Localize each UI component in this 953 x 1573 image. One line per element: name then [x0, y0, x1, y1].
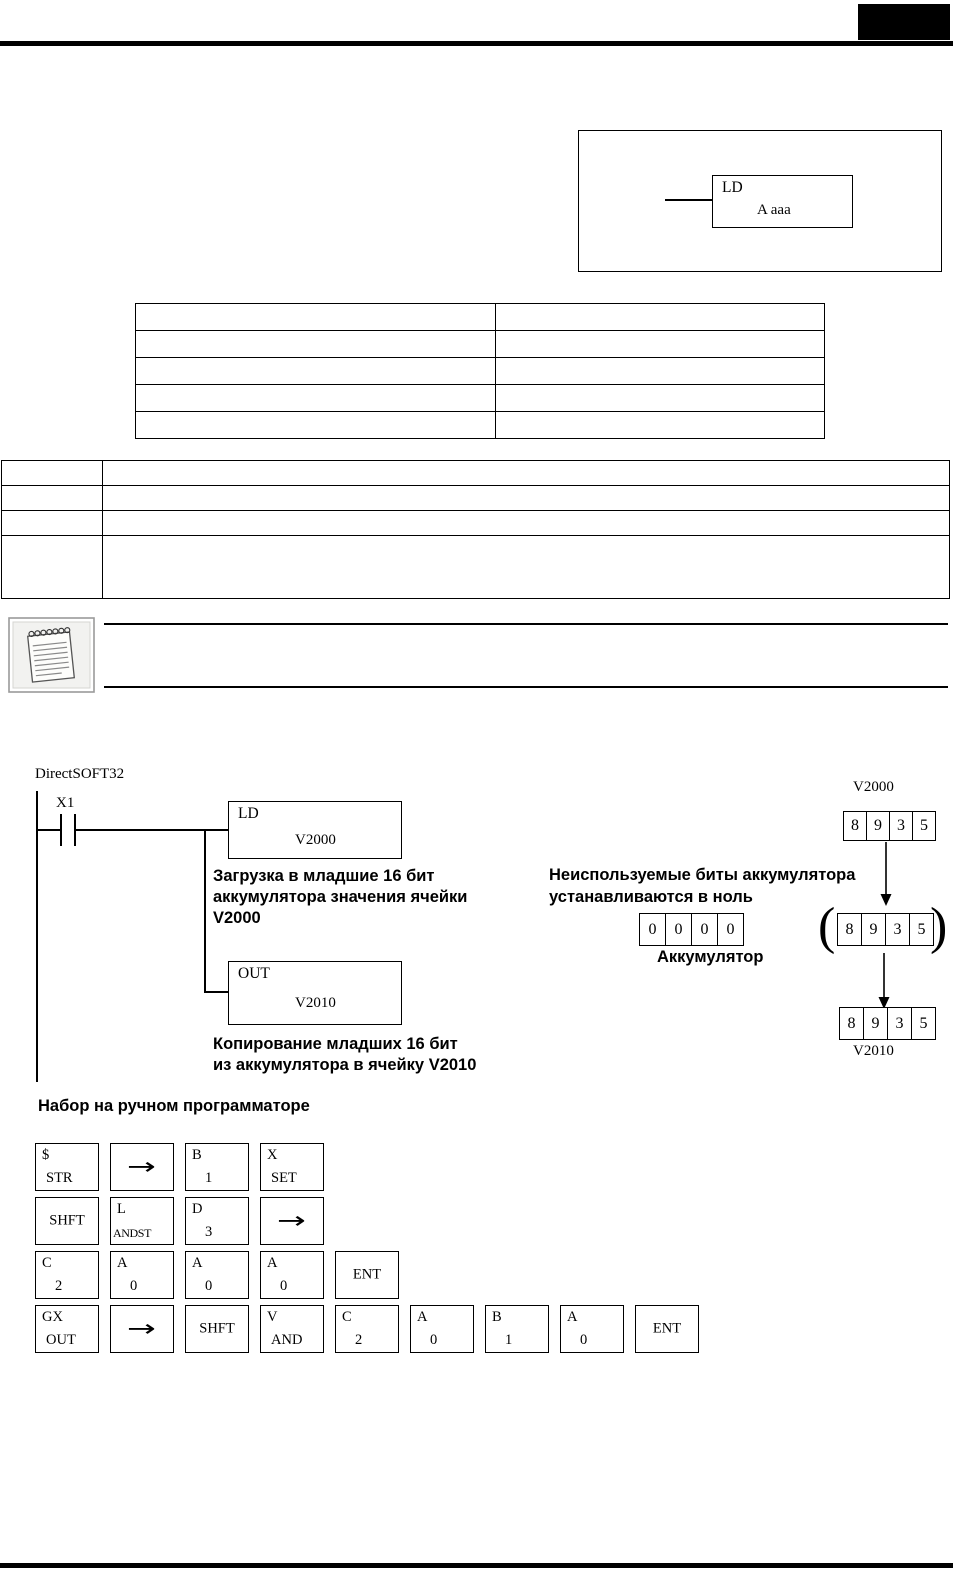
- v2010-label: V2010: [853, 1043, 894, 1059]
- digit-cell: 8: [837, 913, 862, 946]
- digit-cell: 3: [888, 1007, 912, 1040]
- key-bottom-label: OUT: [46, 1332, 76, 1348]
- branch-line-vertical: [204, 829, 206, 993]
- acc-lower-digit-row: [837, 913, 934, 946]
- digit-cell: 8: [843, 811, 867, 841]
- digit-cell: 0: [718, 913, 744, 946]
- key-b-1: [485, 1305, 549, 1353]
- paren-close: ): [930, 898, 948, 955]
- table-cell: [496, 385, 825, 412]
- table-row: [2, 511, 950, 536]
- ld-caption: [213, 866, 467, 929]
- digit-cell: 0: [666, 913, 692, 946]
- operand-table: [1, 460, 950, 599]
- table-cell: [103, 486, 950, 511]
- key-bottom-label: 0: [130, 1278, 138, 1294]
- caption-line: Копирование младших 16 бит: [213, 1035, 458, 1053]
- key-bottom-label: 1: [505, 1332, 513, 1348]
- table-cell: [2, 536, 103, 599]
- digit-cell: 3: [886, 913, 910, 946]
- table-cell: [136, 304, 496, 331]
- key-bottom-label: AND: [271, 1332, 303, 1348]
- key-a-0: [110, 1251, 174, 1299]
- key-bottom-label: STR: [46, 1170, 73, 1186]
- table-cell: [496, 304, 825, 331]
- caption-line: аккумулятора значения ячейки: [213, 888, 468, 906]
- key-top-label: A: [117, 1255, 128, 1271]
- digit-cell: 5: [912, 1007, 936, 1040]
- table-cell: [103, 536, 950, 599]
- digit-cell: 9: [864, 1007, 888, 1040]
- accumulator-label: Аккумулятор: [657, 948, 764, 966]
- key-gx-out: [35, 1305, 99, 1353]
- key-arrow-right: [260, 1197, 324, 1245]
- spec-table: [135, 303, 825, 439]
- out-opcode: OUT: [238, 965, 270, 982]
- key-top-label: V: [267, 1309, 278, 1325]
- key-c-2: [335, 1305, 399, 1353]
- keypad-row: [35, 1305, 699, 1353]
- keypad-title: Набор на ручном программаторе: [38, 1097, 310, 1115]
- key-bottom-label: 3: [205, 1224, 213, 1240]
- table-cell: [496, 331, 825, 358]
- digit-cell: 0: [692, 913, 718, 946]
- caption-line: устанавливаются в ноль: [549, 888, 753, 906]
- instruction-lead-line: [665, 199, 713, 201]
- rung-segment-left: [38, 829, 60, 831]
- key-a-0: [260, 1251, 324, 1299]
- note-icon: [8, 617, 95, 693]
- key-arrow-right: [110, 1143, 174, 1191]
- out-box: [228, 961, 402, 1025]
- key-v-and: [260, 1305, 324, 1353]
- key-bottom-label: 0: [205, 1278, 213, 1294]
- table-cell: [2, 511, 103, 536]
- out-caption: [213, 1034, 476, 1076]
- table-cell: [136, 412, 496, 439]
- key-top-label: C: [42, 1255, 52, 1271]
- key-label: ENT: [352, 1266, 382, 1283]
- caption-line: V2000: [213, 909, 261, 927]
- table-row: [136, 358, 825, 385]
- digit-cell: 3: [890, 811, 913, 841]
- arrow-down-icon: [877, 842, 895, 906]
- table-cell: [136, 385, 496, 412]
- digit-cell: 5: [913, 811, 936, 841]
- key-top-label: A: [567, 1309, 578, 1325]
- branch-line-horizontal: [204, 991, 228, 993]
- key-x-set: [260, 1143, 324, 1191]
- key-bottom-label: 0: [280, 1278, 288, 1294]
- caption-line: из аккумулятора в ячейку V2010: [213, 1056, 477, 1074]
- table-cell: [136, 331, 496, 358]
- table-cell: [103, 511, 950, 536]
- digit-cell: 5: [910, 913, 934, 946]
- key-bottom-label: 0: [580, 1332, 588, 1348]
- contact-label: X1: [56, 795, 75, 811]
- arrow-right-icon: →: [127, 1154, 157, 1180]
- key-a-0: [560, 1305, 624, 1353]
- ld-opcode: LD: [238, 805, 259, 822]
- table-row: [2, 461, 950, 486]
- table-cell: [2, 461, 103, 486]
- table-cell: [2, 486, 103, 511]
- keypad-row: [35, 1197, 699, 1245]
- ld-operand: V2000: [295, 832, 336, 848]
- acc-upper-digit-row: [639, 913, 744, 946]
- caption-line: Загрузка в младшие 16 бит: [213, 867, 435, 885]
- key-label: SHFT: [199, 1320, 235, 1337]
- ld-box: [228, 801, 402, 859]
- table-cell: [496, 412, 825, 439]
- keypad-row: [35, 1143, 699, 1191]
- page-corner-tab: [858, 4, 950, 40]
- key-top-label: $: [42, 1147, 50, 1163]
- key-top-label: D: [192, 1201, 203, 1217]
- top-rule: [0, 41, 953, 46]
- paren-open: (: [818, 898, 836, 955]
- arrow-right-icon: →: [277, 1208, 307, 1234]
- arrow-right-icon: →: [127, 1316, 157, 1342]
- digit-cell: 9: [862, 913, 886, 946]
- digit-cell: 9: [867, 811, 890, 841]
- key-a-0: [410, 1305, 474, 1353]
- key-c-2: [35, 1251, 99, 1299]
- key-d-3: [185, 1197, 249, 1245]
- ladder-rail: [36, 791, 38, 1082]
- key-top-label: B: [492, 1309, 502, 1325]
- instruction-opcode: LD: [722, 179, 743, 196]
- unused-bits-note: [549, 864, 855, 908]
- table-row: [136, 412, 825, 439]
- key--str: [35, 1143, 99, 1191]
- v2000-digit-row: [843, 811, 936, 841]
- key-bottom-label: 1: [205, 1170, 213, 1186]
- note-bottom-rule: [104, 686, 948, 688]
- key-bottom-label: 0: [430, 1332, 438, 1348]
- table-row: [2, 536, 950, 599]
- key-top-label: C: [342, 1309, 352, 1325]
- key-label: ENT: [652, 1320, 682, 1337]
- v2000-label: V2000: [853, 779, 894, 795]
- key-bottom-label: 2: [55, 1278, 63, 1294]
- digit-cell: 8: [839, 1007, 864, 1040]
- key-top-label: A: [192, 1255, 203, 1271]
- key-top-label: X: [267, 1147, 278, 1163]
- arrow-down-icon: [875, 953, 893, 1009]
- key-top-label: A: [267, 1255, 278, 1271]
- bottom-rule: [0, 1563, 953, 1568]
- key-label: SHFT: [49, 1212, 85, 1229]
- key-shft: [35, 1197, 99, 1245]
- key-top-label: A: [417, 1309, 428, 1325]
- contact-bar-left: [60, 814, 62, 846]
- out-operand: V2010: [295, 995, 336, 1011]
- key-top-label: B: [192, 1147, 202, 1163]
- keypad-row: [35, 1251, 699, 1299]
- key-top-label: L: [117, 1201, 126, 1217]
- v2010-digit-row: [839, 1007, 936, 1040]
- caption-line: Неиспользуемые биты аккумулятора: [549, 866, 856, 884]
- table-cell: [136, 358, 496, 385]
- key-shft: [185, 1305, 249, 1353]
- key-arrow-right: [110, 1305, 174, 1353]
- key-bottom-label: 2: [355, 1332, 363, 1348]
- key-bottom-label: SET: [271, 1170, 297, 1186]
- key-ent: [635, 1305, 699, 1353]
- note-top-rule: [104, 623, 948, 625]
- keypad: [35, 1143, 699, 1359]
- table-cell: [496, 358, 825, 385]
- table-cell: [103, 461, 950, 486]
- key-bottom-label: ANDST: [113, 1226, 152, 1240]
- software-label: DirectSOFT32: [35, 766, 125, 782]
- digit-cell: 0: [639, 913, 666, 946]
- key-ent: [335, 1251, 399, 1299]
- table-row: [136, 385, 825, 412]
- key-a-0: [185, 1251, 249, 1299]
- table-row: [136, 331, 825, 358]
- key-l-andst: [110, 1197, 174, 1245]
- table-row: [136, 304, 825, 331]
- key-b-1: [185, 1143, 249, 1191]
- instruction-operand: A aaa: [757, 202, 791, 218]
- instruction-box: [712, 175, 853, 228]
- key-top-label: GX: [42, 1309, 63, 1325]
- table-row: [2, 486, 950, 511]
